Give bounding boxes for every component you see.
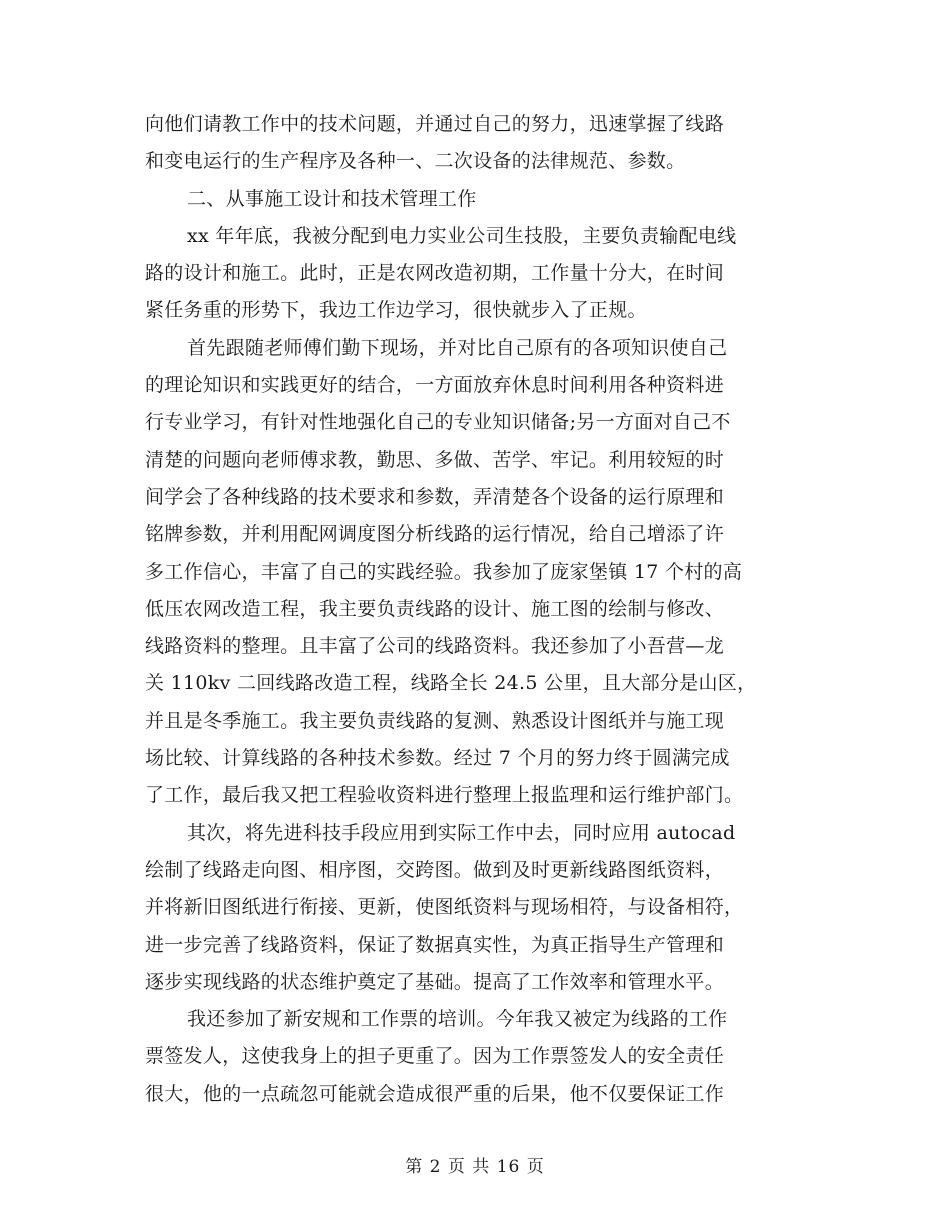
text-line: 和变电运行的生产程序及各种一、二次设备的法律规范、参数。 xyxy=(145,150,686,173)
text-line: 间学会了各种线路的技术要求和参数，弄清楚各个设备的运行原理和 xyxy=(145,485,725,508)
text-line: 紧任务重的形势下，我边工作边学习，很快就步入了正规。 xyxy=(145,299,647,322)
text-line: 低压农网改造工程，我主要负责线路的设计、施工图的绘制与修改、 xyxy=(145,597,725,620)
text-line: 行专业学习，有针对性地强化自己的专业知识储备;另一方面对自己不 xyxy=(145,411,731,434)
text-line: 我还参加了新安规和工作票的培训。今年我又被定为线路的工作 xyxy=(187,1008,728,1031)
text-line: 其次，将先进科技手段应用到实际工作中去，同时应用 autocad xyxy=(187,821,736,844)
text-line: 逐步实现线路的状态维护奠定了基础。提高了工作效率和管理水平。 xyxy=(145,970,725,993)
text-line: 了工作，最后我又把工程验收资料进行整理上报监理和运行维护部门。 xyxy=(145,784,744,807)
text-line: 票签发人，这使我身上的担子更重了。因为工作票签发人的安全责任 xyxy=(145,1045,725,1068)
text-line: 多工作信心，丰富了自己的实践经验。我参加了庞家堡镇 17 个村的高 xyxy=(145,560,743,583)
text-line: 清楚的问题向老师傅求教，勤思、多做、苦学、牢记。利用较短的时 xyxy=(145,448,725,471)
text-line: 并且是冬季施工。我主要负责线路的复测、熟悉设计图纸并与施工现 xyxy=(145,709,725,732)
page-number-footer: 第 2 页 共 16 页 xyxy=(405,1157,545,1177)
text-line: 向他们请教工作中的技术问题，并通过自己的努力，迅速掌握了线路 xyxy=(145,113,725,135)
text-line: 很大，他的一点疏忽可能就会造成很严重的后果，他不仅要保证工作 xyxy=(145,1082,725,1105)
text-line: 并将新旧图纸进行衔接、更新，使图纸资料与现场相符，与设备相符， xyxy=(145,896,744,919)
text-line: 线路资料的整理。且丰富了公司的线路资料。我还参加了小吾营—龙 xyxy=(145,635,725,658)
text-line: xx 年年底，我被分配到电力实业公司生技股，主要负责输配电线 xyxy=(187,224,737,247)
body-text xyxy=(145,106,807,1113)
text-line: 绘制了线路走向图、相序图，交跨图。做到及时更新线路图纸资料， xyxy=(145,858,725,881)
text-line: 进一步完善了线路资料，保证了数据真实性，为真正指导生产管理和 xyxy=(145,933,725,956)
text-line: 的理论知识和实践更好的结合，一方面放弃休息时间利用各种资料进 xyxy=(145,374,725,397)
text-line: 路的设计和施工。此时，正是农网改造初期，工作量十分大，在时间 xyxy=(145,262,725,285)
text-line: 铭牌参数，并利用配网调度图分析线路的运行情况，给自己增添了许 xyxy=(145,523,725,546)
section-heading: 二、从事施工设计和技术管理工作 xyxy=(187,187,477,210)
text-line: 首先跟随老师傅们勤下现场，并对比自己原有的各项知识使自己 xyxy=(187,336,728,359)
text-line: 场比较、计算线路的各种技术参数。经过 7 个月的努力终于圆满完成 xyxy=(145,747,730,770)
text-line: 关 110kv 二回线路改造工程，线路全长 24.5 公里，且大部分是山区， xyxy=(145,672,757,695)
